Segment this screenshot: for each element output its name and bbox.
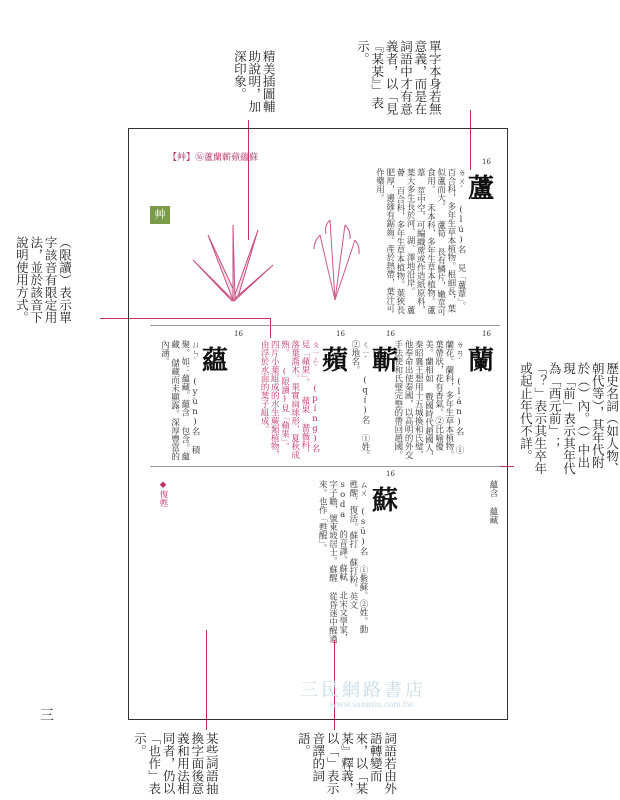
running-header: 【艸】⑯蘆蘭蘄蘋蘊蘇	[168, 153, 259, 163]
related-entry: ◆復甦	[158, 480, 168, 507]
headword-su: 蘇	[372, 486, 399, 516]
headword-yun: 蘊	[202, 346, 229, 376]
row-divider	[150, 325, 500, 326]
note-history: 歷史名詞（如人物、朝代等），其年代附於（）內。（）中出現「前」表示其年代為「西元前」；「？」表示其生卒年或起止年代不詳。	[518, 362, 620, 475]
stroke-count: 16	[234, 330, 243, 338]
entry-lan-text: ㄌㄢˊ (lán)名 ①蘭花。蘭科，多年生草本植物。葉帶狀，花有香氣。②比喻優美。蘭相如 戰國時代趙國人，秦昭襄王想用十五城換和氏璧，他奉命出使秦國，以高明的外交手法使和氏璧完整的帶回趙國。	[392, 340, 464, 461]
stroke-count: 16	[386, 470, 395, 478]
page-number: 三	[40, 708, 54, 724]
watermark-url: www.sanmin.com.tw	[330, 700, 414, 709]
row-divider	[150, 466, 500, 467]
note-transliteration: 詞語若由外語轉變而來，以「某某』釋義，以「」表示音譯的詞語。	[296, 732, 398, 795]
reed-illustration	[300, 210, 370, 300]
subword-yunhan: 蘊含	[488, 480, 498, 497]
headword-lan: 蘭	[468, 346, 495, 376]
watermark: 三民網路書店	[300, 680, 426, 701]
headword-ping: 蘋	[322, 346, 349, 376]
stroke-count: 16	[482, 158, 491, 166]
stroke-count: 16	[336, 330, 345, 338]
subword-yuncang: 蘊藏	[488, 507, 498, 524]
radical-tab: 艸	[150, 206, 170, 224]
note-also-written: 某些詞語抽換字面後意義和用法相同者，仍以「也作」表示。	[132, 732, 220, 795]
note-restricted: （限讀）表示單字該音有限定用法，並於該音下說明使用方式。	[14, 236, 73, 324]
headword-qi: 蘄	[372, 346, 399, 376]
entry-ping-text: ㄆㄧㄥˊ (píng)名 見「蘋果」。 蘋果 薔薇科，落葉喬木。果實扁球形，夏秋成熟。 (限讀)見「蘋果」。 四片小葉組成的水生蕨類植物，由浮於水面的葉子組成。	[259, 340, 320, 459]
entry-yun-subwords	[410, 480, 498, 650]
note-single-char: 單字本身若無意義，而是在詞語中才有意義者，以「見『某某』」表示。	[355, 40, 443, 115]
stroke-count: 16	[482, 330, 491, 338]
entry-lu-text: ㄌㄨˊ (lú)名 見「蘆葦」。 百合科，多年生草本植物。根細長，葉似蘆而大。 蘆筍 長有鱗片，嫩莖可食用。 禾本科，多年生草本植物。蘆葦 莖中空，可編織蓆或作造紙原料，葉大多生長於河、湖、澤地沿岸。 蘆薈 百合科，多年生草本植物。葉狹長肥厚，邊緣有鋸齒。產於熱帶，葉汁可作藥用。	[374, 168, 466, 316]
headword-lu: 蘆	[468, 174, 495, 204]
entry-su-text: ㄙㄨ (sū)名 ①紫蘇。②姓。動 甦醒、復活。蘇打 蘇打粉。英文 soda 的音譯。蘇軾 北宋文學家，字子瞻，號東坡居士。蘇醒 從昏迷中醒過來。也作「甦醒」。	[317, 480, 368, 643]
aloe-illustration	[188, 215, 278, 305]
entry-yun-text: ㄩㄣˋ (yùn)名 積聚。如：蘊藏。蘊含 包含。蘊藏 儲藏而未顯露。深厚豐富的內涵。	[159, 340, 200, 461]
entry-qi-text: ㄑㄧˊ (qí)名 ①姓。 ②地名。	[349, 340, 370, 460]
stroke-count: 16	[386, 330, 395, 338]
note-illustration: 精美插圖輔助說明，加深印象。	[232, 50, 277, 113]
